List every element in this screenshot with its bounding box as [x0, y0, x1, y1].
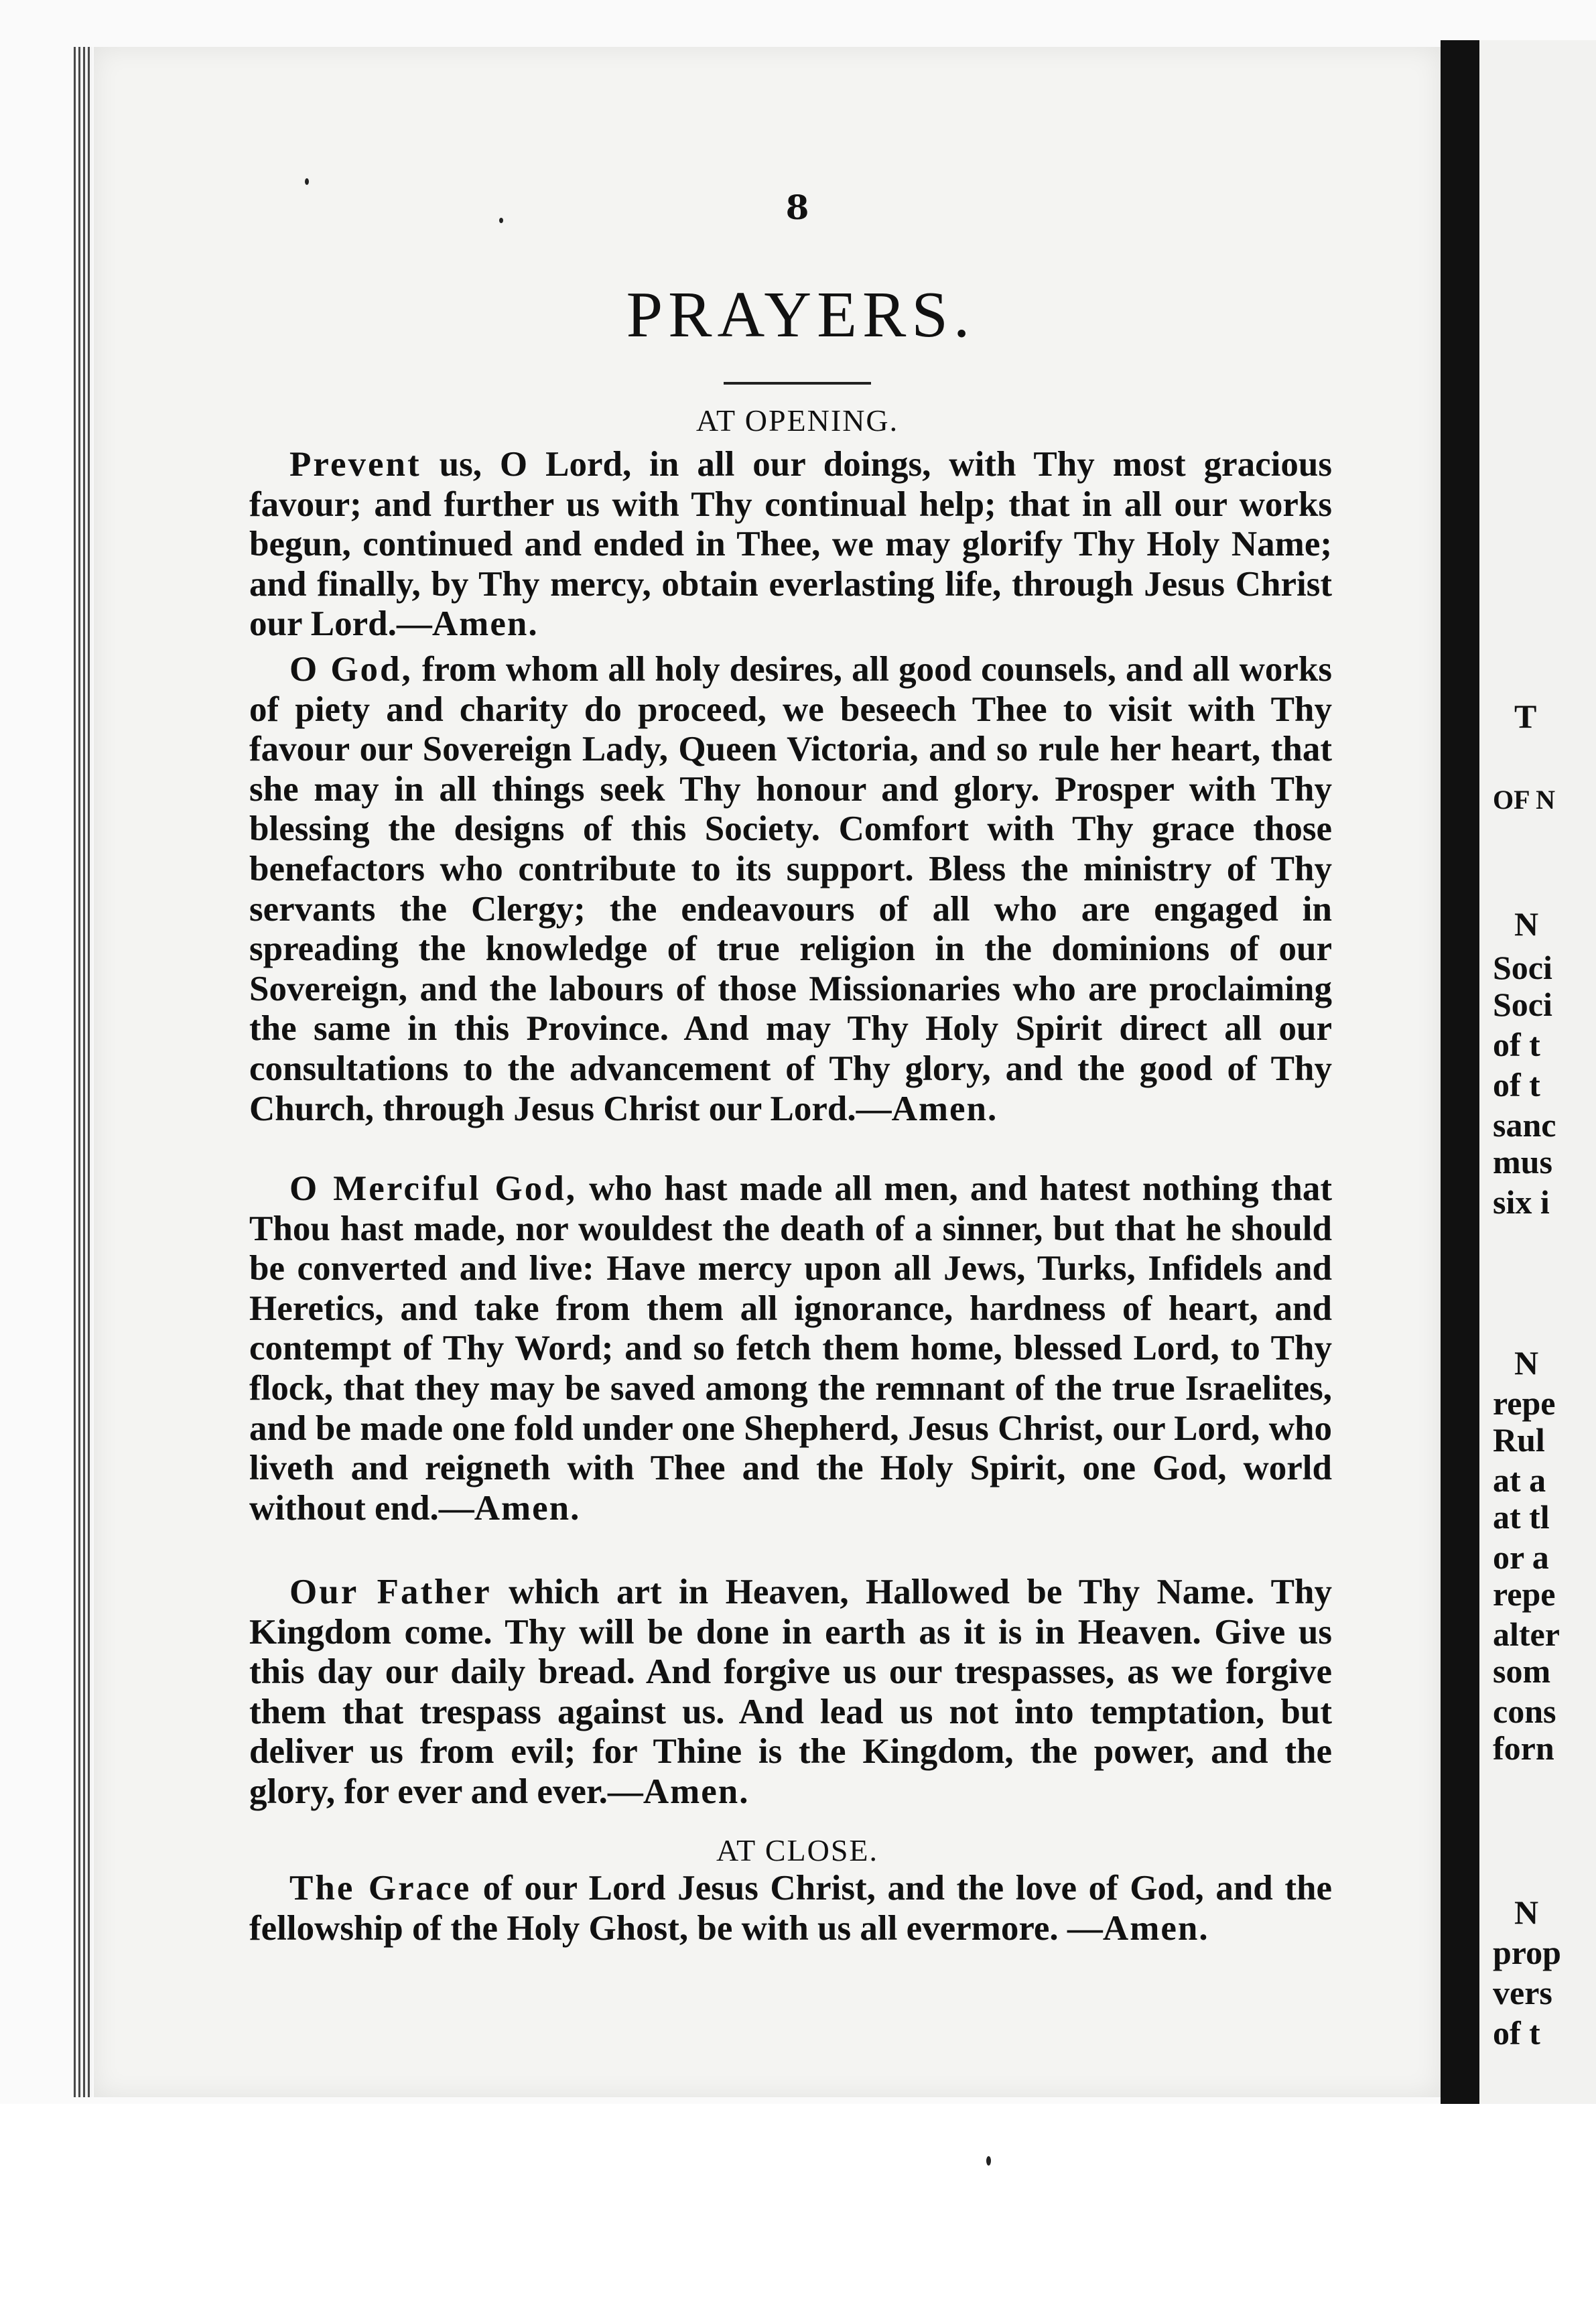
paragraph-text: which art in Heaven, Hallowed be Thy Name. Thy Kingdom come. Thy will be done in earth as it is in Heaven. Give us this day our daily bread. And forgive us our trespasses, as we forgive them that trespass against us. And lead us not into temptation, but deliver us from evil; for Thine is the Kingdom, the power, and the glory, for ever and ever.— — [249, 1573, 1332, 1811]
next-page-fragment: or a — [1493, 1538, 1549, 1576]
section-heading-close: AT CLOSE. — [716, 1833, 879, 1867]
next-page-fragment: repe — [1493, 1575, 1556, 1613]
next-page-fragment: N — [1514, 1344, 1539, 1382]
page-title: PRAYERS. — [626, 279, 976, 351]
paragraph-text: us, O Lord, in all our doings, with Thy most gracious favour; and further us with Thy continual help; that in all our works begun, continued and ended in Thee, we may glorify Thy Holy Name; and finally, by Thy mercy, obtain everlasting life, through Jesus Christ our Lord.— — [249, 445, 1332, 644]
next-page-fragment: at a — [1493, 1461, 1546, 1499]
page-number: 8 — [785, 188, 809, 227]
next-page-fragment: som — [1493, 1652, 1551, 1690]
next-page-fragment: sanc — [1493, 1106, 1556, 1144]
paragraph-lead: The Grace — [289, 1869, 472, 1908]
ink-speck — [499, 218, 503, 223]
paragraph-lead: O God, — [289, 650, 413, 689]
ink-speck — [986, 2156, 991, 2166]
section-heading-opening: AT OPENING. — [695, 403, 899, 438]
next-page-fragment: alter — [1493, 1615, 1560, 1653]
next-page-fragment: mus — [1493, 1143, 1552, 1181]
paragraph-text: of our Lord Jesus Christ, and the love of God, and the fellowship of the Holy Ghost, be with us all evermore. — — [249, 1869, 1332, 1948]
paragraph-text: from whom all holy desires, all good counsels, and all works of piety and charity do proceed, we beseech Thee to visit with Thy favour our Sovereign Lady, Queen Victoria, and so rule her heart, that she may in all things seek Thy honour and glory. Prosper with Thy blessing the designs of this Society. Comfort with Thy grace those benefactors who contribute to its support. Bless the ministry of Thy servants the Clergy; the endeavours of all who are engaged in spreading the knowledge of true religion in the dominions of our Sovereign, and the labours of those Missionaries who are proclaiming the same in this Province. And may Thy Holy Spirit direct all our consultations to the advancement of Thy glory, and the good of Thy Church, through Jesus Christ our Lord.— — [249, 650, 1332, 1128]
next-page-fragment: forn — [1493, 1729, 1554, 1767]
prayer-paragraph — [249, 445, 1332, 645]
next-page-fragment: N — [1514, 905, 1539, 943]
next-page-fragment: prop — [1493, 1934, 1561, 1971]
amen: Amen. — [891, 1089, 998, 1128]
next-page-fragment: at tl — [1493, 1498, 1550, 1536]
prayer-paragraph — [249, 1573, 1332, 1812]
adjacent-page — [1479, 40, 1596, 2104]
paragraph-lead: Our Father — [289, 1573, 492, 1611]
ink-speck — [305, 178, 309, 185]
amen: Amen. — [474, 1488, 581, 1528]
prayer-paragraph — [249, 650, 1332, 1129]
amen: Amen. — [643, 1772, 750, 1811]
scan-margin — [0, 2104, 1596, 2321]
next-page-fragment: of t — [1493, 1026, 1540, 1063]
next-page-fragment: of t — [1493, 1066, 1540, 1104]
amen: Amen. — [1102, 1908, 1209, 1948]
paragraph-lead: O Merciful God, — [289, 1169, 578, 1208]
next-page-fragment: six i — [1493, 1183, 1550, 1221]
next-page-fragment: T — [1514, 698, 1537, 735]
next-page-fragment: vers — [1493, 1974, 1552, 2011]
prayer-paragraph — [249, 1869, 1332, 1948]
title-divider — [724, 382, 871, 385]
prayer-paragraph — [249, 1169, 1332, 1528]
next-page-fragment: Soci — [1493, 986, 1552, 1023]
next-page-fragment: of t — [1493, 2014, 1540, 2052]
next-page-fragment: OF N — [1493, 785, 1555, 815]
paragraph-text: who hast made all men, and hatest nothing that Thou hast made, nor wouldest the death of a sinner, but that he should be converted and live: Have mercy upon all Jews, Turks, Infidels and Heretics, and take from them all ignorance, hardness of heart, and contempt of Thy Word; and so fetch them home, blessed Lord, to Thy flock, that they may be saved among the remnant of the true Israelites, and be made one fold under one Shepherd, Jesus Christ, our Lord, who liveth and reigneth with Thee and the Holy Spirit, one God, world without end.— — [249, 1169, 1332, 1528]
next-page-fragment: N — [1514, 1894, 1539, 1931]
next-page-fragment: repe — [1493, 1384, 1556, 1422]
page-gutter — [1441, 40, 1479, 2104]
next-page-fragment: cons — [1493, 1693, 1556, 1730]
next-page-fragment: Soci — [1493, 949, 1552, 986]
amen: Amen. — [431, 604, 539, 644]
binding-edge — [74, 47, 92, 2097]
paragraph-lead: Prevent — [289, 445, 421, 484]
next-page-fragment: Rul — [1493, 1421, 1545, 1459]
